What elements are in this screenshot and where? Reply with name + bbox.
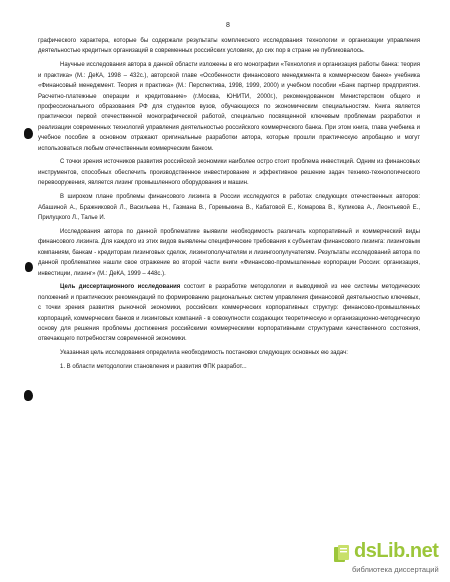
book-logo-icon <box>332 544 352 566</box>
punch-hole-mark <box>24 390 33 401</box>
paragraph-tasks-intro: Указанная цель исследования определила необходимость постановки следующих основных ею задач: <box>60 350 348 357</box>
goal-label: Цель диссертационного исследования <box>60 284 181 291</box>
paragraph-leasing-authors: В широком плане проблемы финансового лизинга в России исследуются в работах следующих отечественных авторов: Абашиной А., Бражниковой Л., Васильева Н., Газмана В., Горемыкина В., Кабатовой Е., Комарова В., Куликова А., Леонтьевой Е., Прилуцкого Л., Талье И. <box>38 194 420 221</box>
punch-hole-mark <box>25 262 33 272</box>
punch-hole-mark <box>24 128 33 139</box>
paragraph-goal <box>38 282 420 344</box>
paragraph-author-research: Научные исследования автора в данной области изложены в его монографии «Технология и организация работы банка: теория и практика» (М.: ДеКА, 1998 – 432с.), авторской главе «Особенности финансового менеджмента в коммерческом банке» учебника «Финансовый менеджмент. Теория и практика» (М.: Перспектива, 1998, 1999, 2000) и учебном пособии «Банк партнер предприятия. Расчетно-платежные операции и кредитование» (г.Москва, ЮНИТИ, 2000г.), рекомендованном Министерством общего и профессионального образования РФ для студентов вузов, обучающихся по экономическим специальностям. Книга является практически первой отечественной монографической работой, специально посвященной ключевым проблемам разработки и реализации современных технологий управления деятельностью российского коммерческого банка. При этом книга, глава учебника и учебное пособие в основном отражают оригинальные разработки автора, которые прошли практическую апробацию и могут использоваться любым отечественным коммерческим банком. <box>38 62 420 152</box>
watermark <box>332 540 442 576</box>
watermark-title: dsLib.net <box>354 540 439 562</box>
watermark-subtitle: библиотека диссертаций <box>352 565 439 574</box>
paragraph-continuation: графического характера, которые бы содержали результаты комплексного исследования технологии и организации управления деятельностью кредитных организаций в современных российских условиях, до сих пор в стране не публиковалось. <box>38 38 420 55</box>
goal-text: состоит в разработке методологии и выводимой из нее системы методических положений и практических рекомендаций по формированию рациональных систем управления финансовой деятельностью ключевых, с точки зрения развития рыночной экономики, российских коммерческих корпоративных структур: финансово-промышленных корпораций, коммерческих банков и лизинговых компаний - в совокупности создающих теоретическую и организационно-методическую основу для решения проблемы достижения российскими коммерческими корпоративными структурами качественного состояния, отвечающего потребностям современной экономики. <box>38 284 420 343</box>
paragraph-leasing-types: Исследования автора по данной проблематике выявили необходимость различать корпоративный и коммерческий виды финансового лизинга. Для каждого из этих видов выявлены специфические требования к субъектам финансового лизинга: лизинговым компаниям, банкам - кредиторам лизинговых сделок, лизингополучателям и лизингоопулучателям. Результаты исследований автора по данной проблематике нашли свое отражение во второй части книги «Финансово-промышленные корпорации России: организация, инвестиции, лизинг» (М.: ДеКА, 1999 – 448с.). <box>38 228 420 277</box>
page-number: 8 <box>226 22 230 29</box>
paragraph-investment: С точки зрения источников развития российской экономики наиболее остро стоит проблема инвестиций. Одним из финансовых инструментов, способных обеспечить производственное инвестирование и эффективное решение задач технико-технологического перевооружения, является лизинг промышленного оборудования и машин. <box>38 159 420 187</box>
document-body <box>38 36 420 376</box>
paragraph-task-1: 1. В области методологии становления и развития ФПК разработ... <box>60 364 247 371</box>
